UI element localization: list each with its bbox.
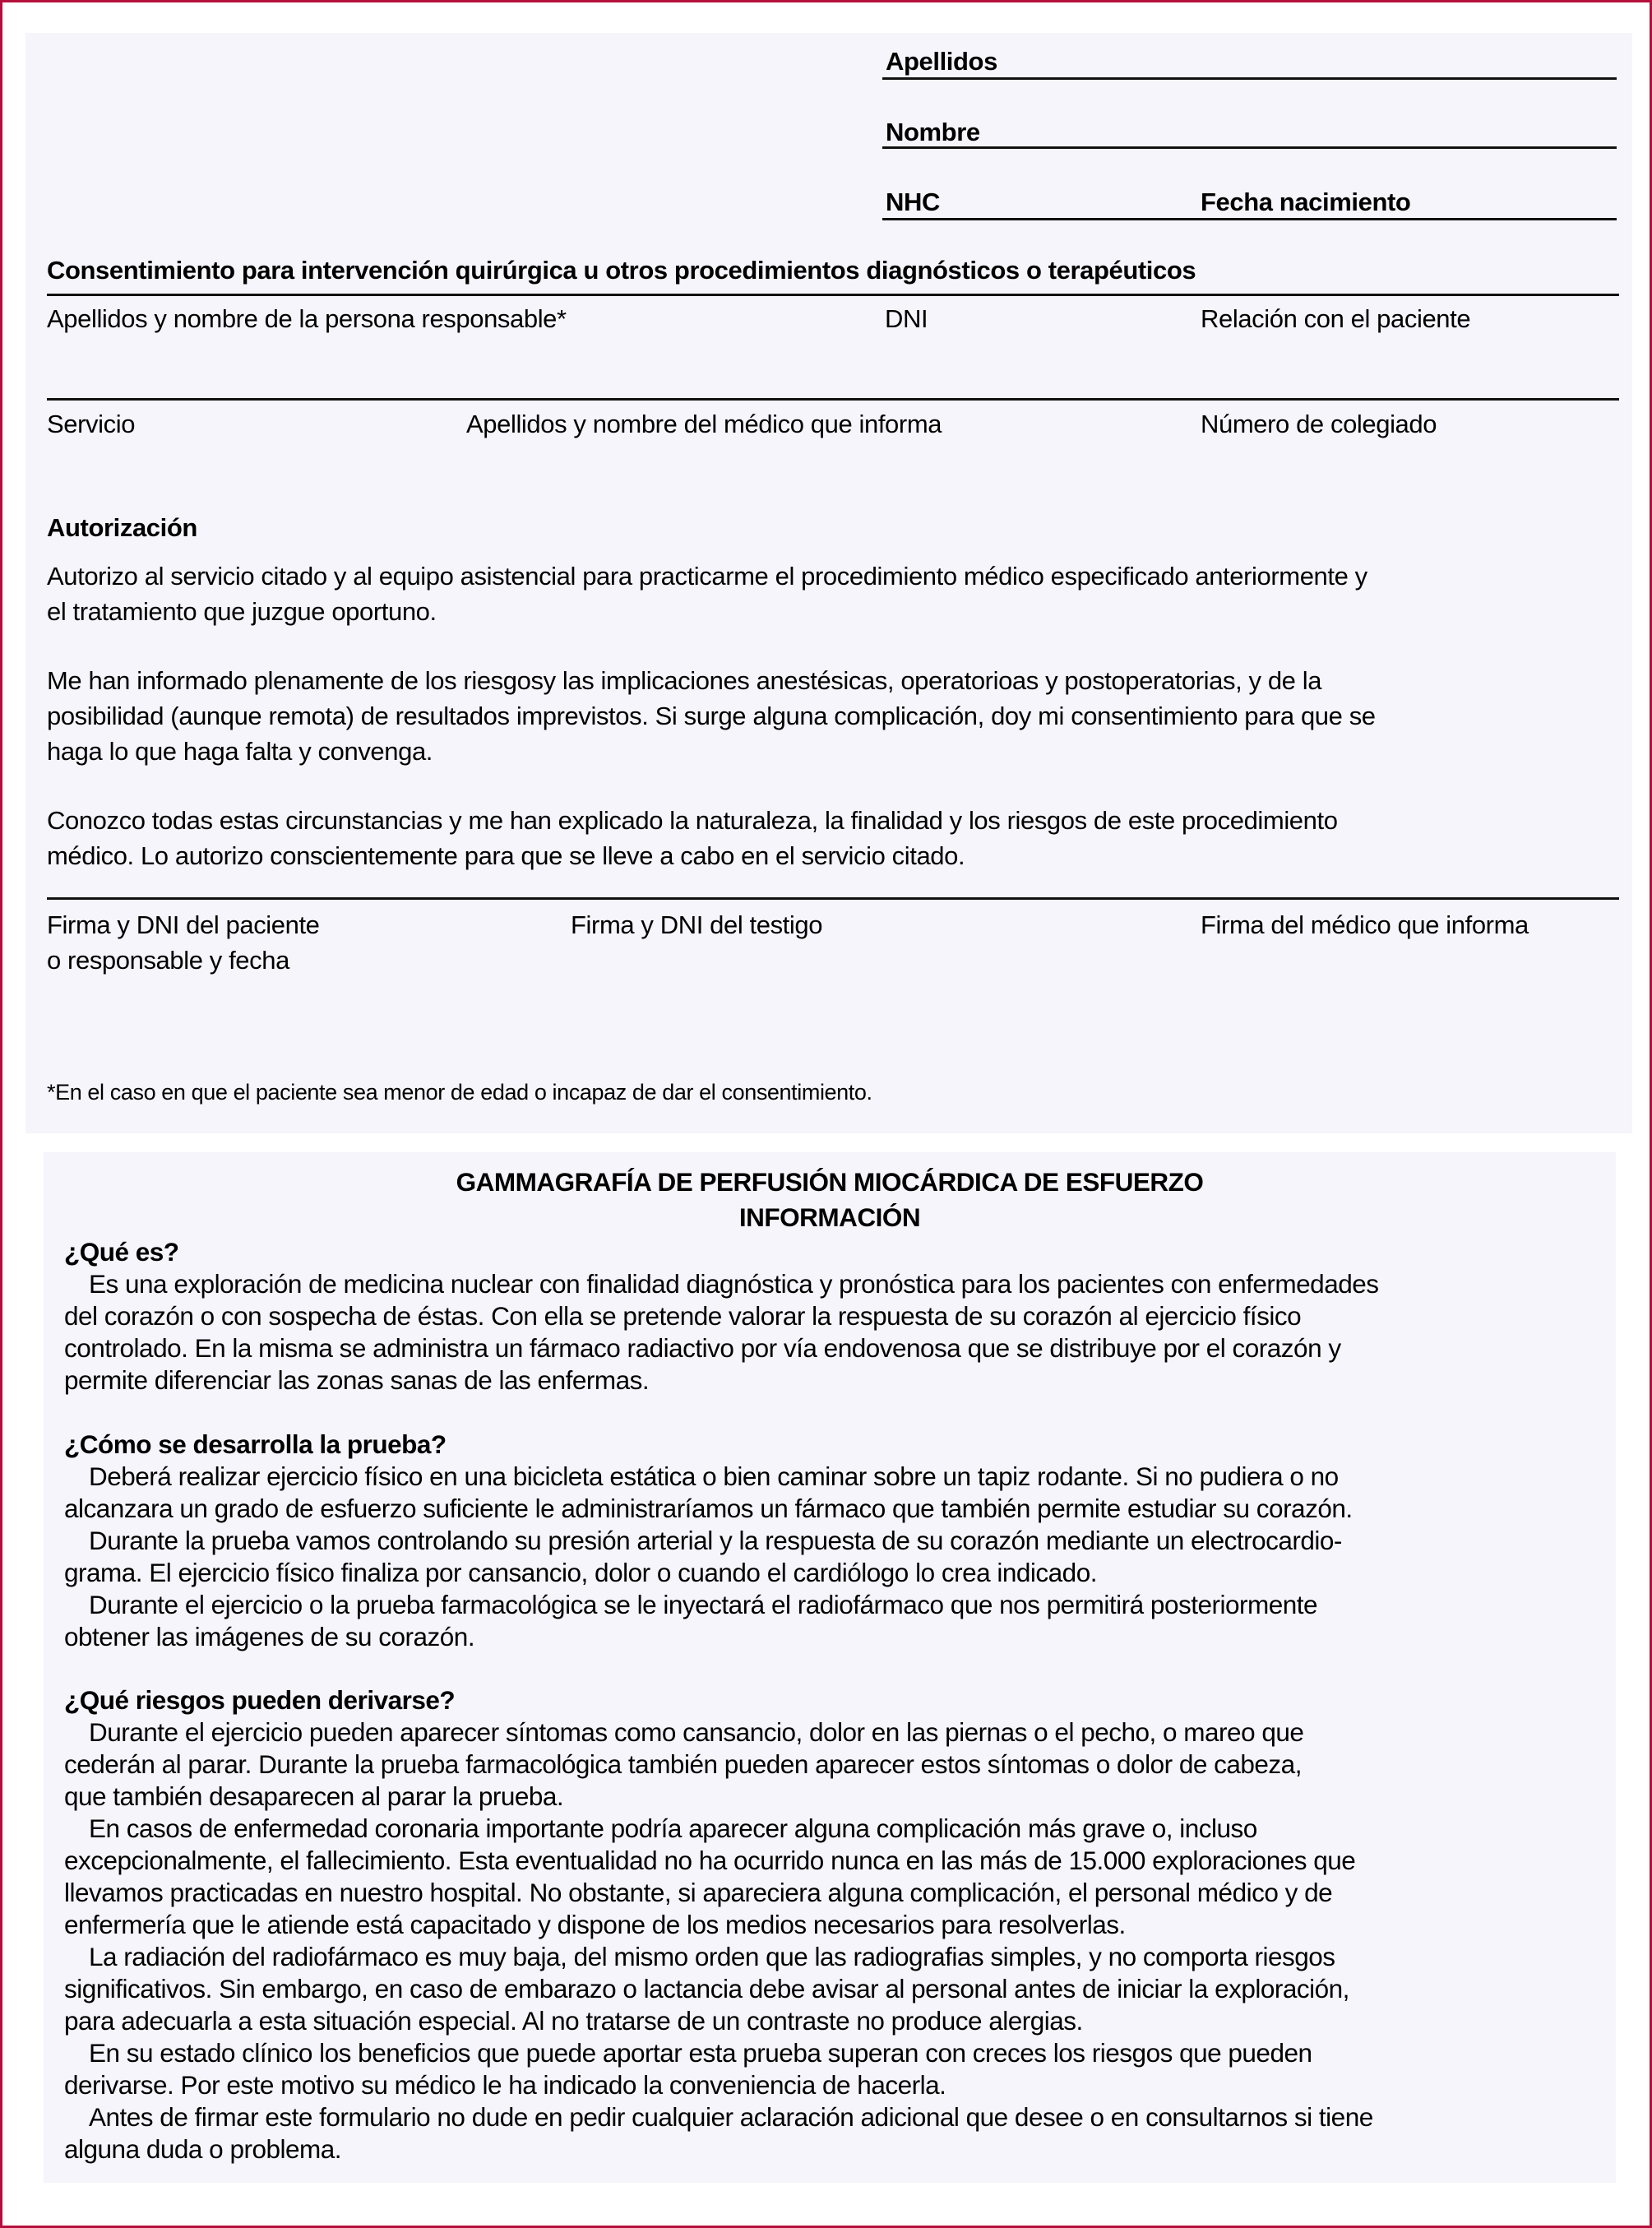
dni-label: DNI (885, 304, 928, 333)
info-title: GAMMAGRAFÍA DE PERFUSIÓN MIOCÁRDICA DE ESFUERZO INFORMACIÓN (456, 1167, 1204, 1232)
firma-paciente-label: Firma y DNI del paciente o responsable y fecha (47, 910, 320, 975)
firma-testigo-area[interactable] (571, 946, 1064, 1065)
firma-paciente-area[interactable] (47, 983, 507, 1065)
firma-medico-area[interactable] (1201, 946, 1612, 1065)
medico-label: Apellidos y nombre del médico que informa (466, 410, 942, 438)
servicio-input-area[interactable] (47, 442, 1619, 500)
autorizacion-paragraph-1: Autorizo al servicio citado y al equipo asistencial para practicarme el procedimiento médico especificado anteriormente y el tratamiento que juzgue oportuno. (47, 562, 1367, 626)
firma-testigo-label: Firma y DNI del testigo (571, 910, 823, 939)
section-que-es: ¿Qué es? Es una exploración de medicina nuclear con finalidad diagnóstica y pronóstica para los pacientes con enfermedades del corazón o con sospecha de éstas. Con ella se pretende valorar la respuesta de su corazón al ejercicio físico controlado. En la misma se administra un fármaco radiactivo por vía endovenosa que se distribuye por el corazón y permite diferenciar las zonas sanas de las enfermas. (64, 1237, 1379, 1395)
nhc-fecha-field[interactable] (882, 218, 1617, 220)
nhc-label: NHC (886, 188, 940, 216)
footnote: *En el caso en que el paciente sea menor de edad o incapaz de dar el consentimiento. (47, 1080, 872, 1105)
divider (47, 897, 1619, 900)
divider (47, 398, 1619, 401)
responsable-label: Apellidos y nombre de la persona responsable* (47, 304, 567, 333)
nombre-label: Nombre (886, 118, 980, 146)
servicio-label: Servicio (47, 410, 136, 438)
section-riesgos: ¿Qué riesgos pueden derivarse? Durante el ejercicio pueden aparecer síntomas como cansancio, dolor en las piernas o el pecho, o mareo que cederán al parar. Durante la prueba farmacológica también pueden aparecer estos síntomas o dolor de cabeza, que también desaparecen al parar la prueba. En casos de enfermedad coronaria importante podría aparecer alguna complicación más grave o, incluso excepcionalmente, el fallecimiento. Esta eventualidad no ha ocurrido nunca en las más de 15.000 exploraciones que llevamos practicadas en nuestro hospital. No obstante, si apareciera alguna complicación, el personal médico y de enfermería que le atiende está capacitado y dispone de los medios necesarios para resolverlas. La radiación del radiofármaco es muy baja, del mismo orden que las radiografias simples, y no comporta riesgos significativos. Sin embargo, en caso de embarazo o lactancia debe avisar al personal antes de iniciar la exploración, para adecuarla a esta situación especial. Al no tratarse de un contraste no produce alergias. En su estado clínico los beneficios que puede aportar esta prueba superan con creces los riesgos que pueden derivarse. Por este motivo su médico le ha indicado la conveniencia de hacerla. Antes de firmar este formulario no dude en pedir cualquier aclaración adicional que desee o en consultarnos si tiene alguna duda o problema. (64, 1685, 1373, 2164)
section-heading: ¿Cómo se desarrolla la prueba? (64, 1429, 447, 1459)
apellidos-field[interactable] (882, 77, 1617, 80)
responsable-input-area[interactable] (47, 336, 1619, 393)
apellidos-label: Apellidos (886, 47, 997, 76)
autorizacion-heading: Autorización (47, 513, 197, 542)
colegiado-label: Número de colegiado (1201, 410, 1437, 438)
relacion-label: Relación con el paciente (1201, 304, 1471, 333)
consent-title: Consentimiento para intervención quirúrgica u otros procedimientos diagnósticos o terapéuticos (47, 256, 1196, 285)
fecha-nacimiento-label: Fecha nacimiento (1201, 188, 1411, 216)
autorizacion-paragraph-2: Me han informado plenamente de los riesgosy las implicaciones anestésicas, operatorioas y postoperatorias, y de la posibilidad (aunque remota) de resultados imprevistos. Si surge alguna complicación, doy mi consentimiento para que se haga lo que haga falta y convenga. (47, 666, 1376, 766)
autorizacion-paragraph-3: Conozco todas estas circunstancias y me han explicado la naturaleza, la finalidad y los riesgos de este procedimiento médico. Lo autorizo conscientemente para que se lleve a cabo en el servicio citado. (47, 806, 1338, 870)
section-como-se-desarrolla: ¿Cómo se desarrolla la prueba? Deberá realizar ejercicio físico en una bicicleta estática o bien caminar sobre un tapiz rodante. Si no pudiera o no alcanzara un grado de esfuerzo suficiente le administraríamos un fármaco que también permite estudiar su corazón. Durante la prueba vamos controlando su presión arterial y la respuesta de su corazón mediante un electrocardio- grama. El ejercicio físico finaliza por cansancio, dolor o cuando el cardiólogo lo crea indicado. Durante el ejercicio o la prueba farmacológica se le inyectará el radiofármaco que nos permitirá posteriormente obtener las imágenes de su corazón. (64, 1429, 1353, 1651)
section-heading: ¿Qué riesgos pueden derivarse? (64, 1685, 456, 1715)
divider (47, 294, 1619, 296)
firma-medico-label: Firma del médico que informa (1201, 910, 1529, 939)
nombre-field[interactable] (882, 146, 1617, 149)
section-heading: ¿Qué es? (64, 1237, 179, 1267)
